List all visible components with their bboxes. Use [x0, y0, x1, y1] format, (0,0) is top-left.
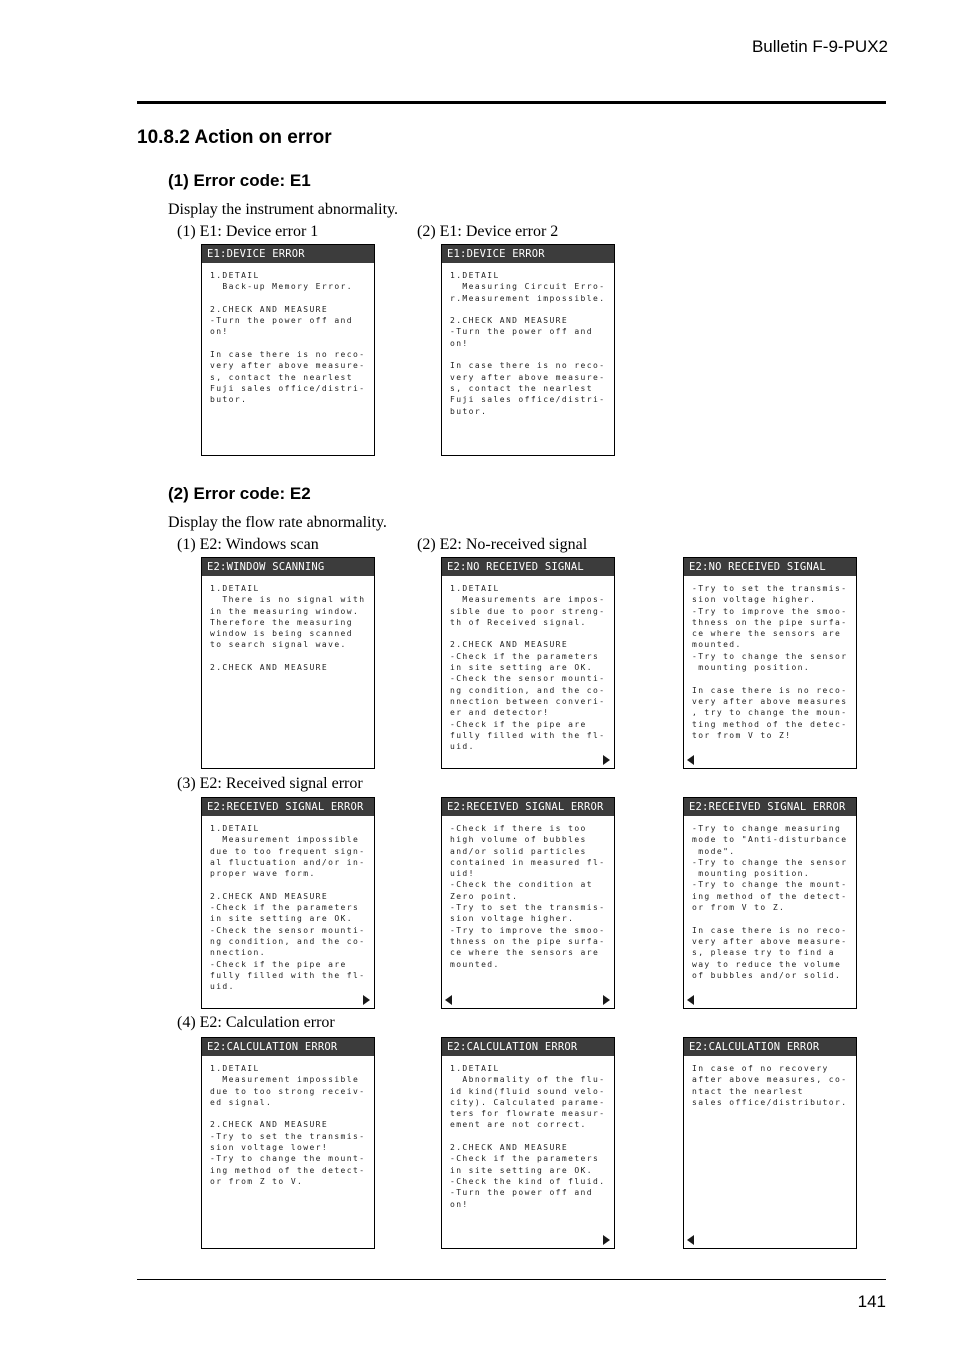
screen-body: -Try to change measuring mode to "Anti-disturbance mode". -Try to change the sensor mounting position. -Try to change the mount- ing method of the detect- or from V to Z. In case there is no reco- very after above measure- s, please try to find a way to reduce the volume of bubbles and/or solid.	[692, 824, 848, 980]
header-rule	[137, 101, 886, 104]
e1-heading: (1) Error code: E1	[168, 171, 311, 190]
section-title: 10.8.2 Action on error	[137, 127, 332, 148]
triangle-left-icon[interactable]	[445, 995, 452, 1005]
screen-e2-no-received-signal-2	[683, 557, 857, 769]
screen-title: E2:NO RECEIVED SIGNAL	[442, 558, 614, 576]
screen-title: E1:DEVICE ERROR	[442, 245, 614, 263]
triangle-left-icon[interactable]	[687, 1235, 694, 1245]
screen-body: 1.DETAIL Measurement impossible due to too frequent sign- al fluctuation and/or in- proper wave form. 2.CHECK AND MEASURE -Check if the parameters in site setting are OK. -Check the sensor mounti- ng condition, and the co- nnection. -Check if the pipe are fully filled with the fl- uid.	[210, 824, 366, 992]
screen-title: E2:RECEIVED SIGNAL ERROR	[684, 798, 856, 816]
triangle-right-icon[interactable]	[603, 755, 610, 765]
screen-title: E1:DEVICE ERROR	[202, 245, 374, 263]
screen-body: In case of no recovery after above measures, co- ntact the nearlest sales office/distributor.	[692, 1064, 848, 1107]
screen-e1-device-error-1	[201, 244, 375, 456]
e2-caption-windows-scan: (1) E2: Windows scan	[177, 536, 319, 553]
screen-e2-calculation-error-1	[201, 1037, 375, 1249]
e2-description: Display the flow rate abnormality.	[168, 514, 387, 531]
bulletin-id: Bulletin F-9-PUX2	[751, 37, 888, 56]
screen-body: 1.DETAIL Abnormality of the flu- id kind(fluid sound velo- city). Calculated parame- ters for flowrate measur- ement are not correct. 2.CHECK AND MEASURE -Check if the parameters in site setting are OK. -Check the kind of fluid. -Turn the power off and on!	[450, 1064, 606, 1209]
screen-body: 1.DETAIL Measuring Circuit Erro- r.Measurement impossible. 2.CHECK AND MEASURE -Turn the power off and on! In case there is no reco- very after above measure- s, contact the nearlest Fuji sales office/distri- butor.	[450, 271, 606, 416]
screen-e2-received-signal-error-3	[683, 797, 857, 1009]
triangle-right-icon[interactable]	[363, 995, 370, 1005]
screen-title: E2:NO RECEIVED SIGNAL	[684, 558, 856, 576]
screen-title: E2:RECEIVED SIGNAL ERROR	[442, 798, 614, 816]
screen-title: E2:RECEIVED SIGNAL ERROR	[202, 798, 374, 816]
screen-body: -Check if there is too high volume of bubbles and/or solid particles contained in measured fl- uid! -Check the condition at Zero point. -Try to set the transmis- sion voltage higher. -Try to improve the smoo- thness on the pipe surfa- ce where the sensors are mounted.	[450, 824, 606, 969]
screen-e2-window-scanning	[201, 557, 375, 769]
screen-body: 1.DETAIL Back-up Memory Error. 2.CHECK AND MEASURE -Turn the power off and on! In case there is no reco- very after above measure- s, contact the nearlest Fuji sales office/distri- butor.	[210, 271, 366, 405]
triangle-left-icon[interactable]	[687, 995, 694, 1005]
screen-title: E2:CALCULATION ERROR	[442, 1038, 614, 1056]
screen-body: 1.DETAIL Measurements are impos- sible due to poor streng- th of Received signal. 2.CHECK AND MEASURE -Check if the parameters in site setting are OK. -Check the sensor mounti- ng condition, and the co- nnection between converi- er and detector! -Check if the pipe are fully filled with the fl- uid.	[450, 584, 606, 752]
screen-body: -Try to set the transmis- sion voltage higher. -Try to improve the smoo- thness on the pipe surfa- ce where the sensors are mounted. -Try to change the sensor mounting position. In case there is no reco- very after above measures , try to change the moun- ting method of the detec- tor from V to Z!	[692, 584, 848, 740]
screen-e2-no-received-signal-1	[441, 557, 615, 769]
triangle-right-icon[interactable]	[603, 995, 610, 1005]
screen-body: 1.DETAIL Measurement impossible due to too strong receiv- ed signal. 2.CHECK AND MEASURE -Try to set the transmis- sion voltage lower! -Try to change the mount- ing method of the detect- or from Z to V.	[210, 1064, 366, 1186]
screen-e1-device-error-2	[441, 244, 615, 456]
screen-e2-calculation-error-3	[683, 1037, 857, 1249]
e2-caption-no-received-signal: (2) E2: No-received signal	[417, 536, 588, 553]
triangle-right-icon[interactable]	[603, 1235, 610, 1245]
footer-rule	[137, 1279, 886, 1280]
e1-caption-2: (2) E1: Device error 2	[417, 223, 559, 240]
screen-body: 1.DETAIL There is no signal with in the measuring window. Therefore the measuring window is being scanned to search signal wave. 2.CHECK AND MEASURE	[210, 584, 366, 673]
screen-title: E2:WINDOW SCANNING	[202, 558, 374, 576]
triangle-left-icon[interactable]	[687, 755, 694, 765]
page-number: 141	[857, 1292, 886, 1311]
screen-e2-received-signal-error-1	[201, 797, 375, 1009]
screen-e2-calculation-error-2	[441, 1037, 615, 1249]
e2-heading: (2) Error code: E2	[168, 484, 311, 503]
screen-e2-received-signal-error-2	[441, 797, 615, 1009]
screen-title: E2:CALCULATION ERROR	[684, 1038, 856, 1056]
e2-caption-received-signal-error: (3) E2: Received signal error	[177, 775, 363, 792]
e1-description: Display the instrument abnormality.	[168, 201, 399, 218]
e1-caption-1: (1) E1: Device error 1	[177, 223, 319, 240]
screen-title: E2:CALCULATION ERROR	[202, 1038, 374, 1056]
e2-caption-calculation-error: (4) E2: Calculation error	[177, 1014, 335, 1031]
